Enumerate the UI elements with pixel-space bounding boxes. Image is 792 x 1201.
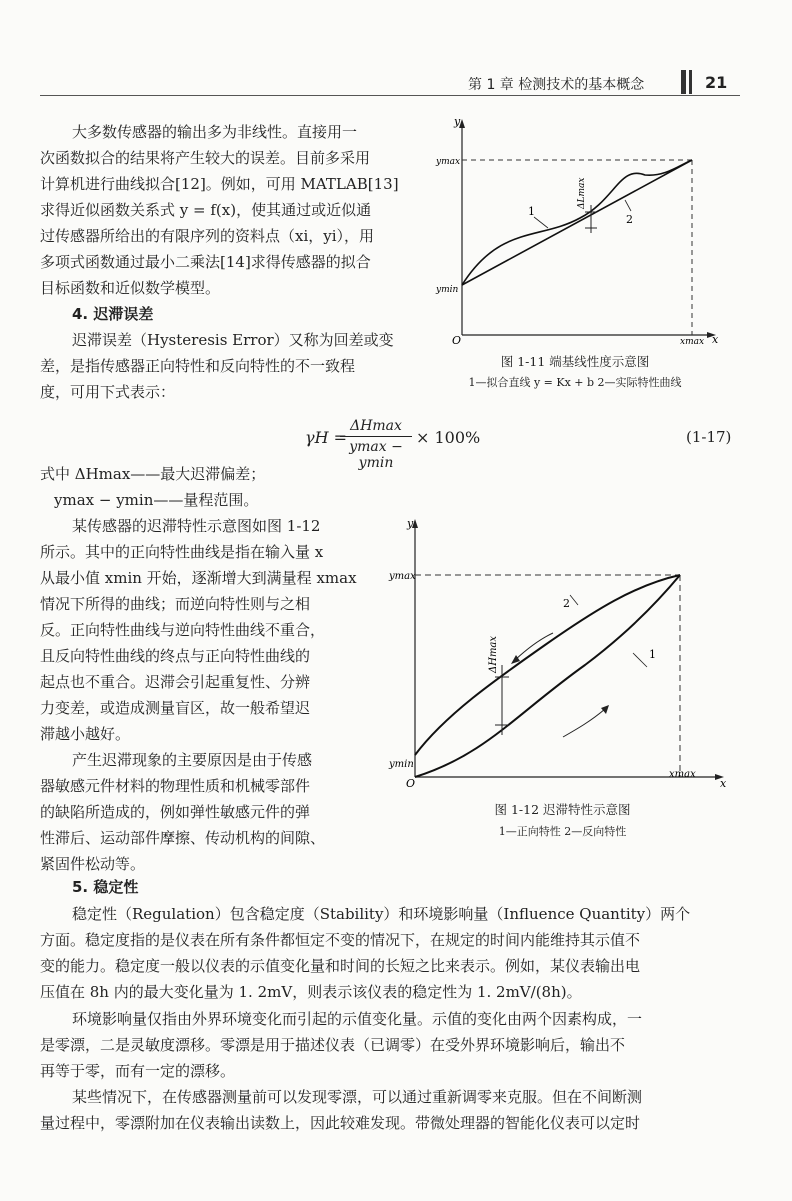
paragraph-environment (40, 1006, 642, 1084)
chapter-header: 第 1 章 检测技术的基本概念 (468, 77, 645, 93)
paragraph-zero-drift (40, 1084, 642, 1136)
text-line: 的缺陷所造成的，例如弹性敏感元件的弹 (40, 803, 311, 821)
paragraph-hysteresis-def (40, 327, 394, 405)
text-line: 力变差，或造成测量盲区，故一般希望迟 (40, 699, 311, 717)
text-line: 且反向特性曲线的终点与正向特性曲线的 (40, 647, 311, 665)
text-line: 反。正向特性曲线与逆向特性曲线不重合， (40, 621, 326, 639)
text-line: 大多数传感器的输出多为非线性。直接用一 (72, 123, 358, 141)
xmax-label: xmax (680, 337, 705, 345)
figure-1-12-legend: 1—正向特性 2—反向特性 (498, 825, 627, 838)
section-heading-stability: 5. 稳定性 (72, 878, 139, 896)
text-line: 情况下所得的曲线；而逆向特性则与之相 (40, 595, 311, 613)
figure-1-12 (385, 515, 730, 790)
ymax-label: ymax (436, 157, 461, 167)
text-line: 某些情况下，在传感器测量前可以发现零漂，可以通过重新调零来克服。但在不间断测 (72, 1088, 643, 1106)
x-axis-label: x (720, 777, 727, 790)
text-line: 迟滞误差（Hysteresis Error）又称为回差或变 (72, 331, 394, 349)
ymax-label: ymax (389, 571, 416, 582)
xmax-label: xmax (669, 769, 696, 780)
text-line: 器敏感元件材料的物理性质和机械零部件 (40, 777, 311, 795)
text-line: 差，是指传感器正向特性和反向特性的不一致程 (40, 357, 356, 375)
page-number: 21 (705, 73, 728, 92)
text-line: 量过程中，零漂附加在仪表输出读数上，因此较难发现。带微处理器的智能化仪表可以定时 (40, 1114, 641, 1132)
text-line: 滞越小越好。 (40, 725, 131, 743)
formula-denominator: ymax − ymin (349, 439, 403, 471)
figure-1-12-caption: 图 1-12 迟滞特性示意图 (494, 802, 631, 817)
text-line: 式中 ΔHmax——最大迟滞偏差； (40, 465, 266, 483)
text-line: 稳定性（Regulation）包含稳定度（Stability）和环境影响量（Influence Quantity）两个 (72, 905, 691, 923)
paragraph-curve-fitting (40, 119, 399, 301)
text-line: 计算机进行曲线拟合[12]。例如，可用 MATLAB[13] (40, 175, 399, 193)
formula-numerator: ΔHmax (340, 418, 412, 437)
curve-label-2: 2 (626, 213, 633, 226)
text-line: 所示。其中的正向特性曲线是指在输入量 x (40, 543, 324, 561)
curve-label-2: 2 (563, 597, 570, 610)
text-line: 是零漂，二是灵敏度漂移。零漂是用于描述仪表（已调零）在受外界环境影响后，输出不 (40, 1036, 626, 1054)
section-heading-hysteresis: 4. 迟滞误差 (72, 305, 154, 323)
text-line: ymax − ymin——量程范围。 (54, 491, 259, 509)
reverse-curve (415, 575, 680, 755)
equation-number: (1-17) (686, 428, 732, 446)
formula-tail: × 100% (416, 428, 481, 447)
header-bar (681, 70, 686, 94)
text-line: 过传感器所给出的有限序列的资料点（xi，yi），用 (40, 227, 375, 245)
text-line: 起点也不重合。迟滞会引起重复性、分辨 (40, 673, 311, 691)
forward-curve (415, 575, 680, 777)
text-line: 性滞后、运动部件摩擦、传动机构的间隙、 (40, 829, 326, 847)
formula-fraction (340, 418, 412, 471)
leader-2 (570, 595, 578, 605)
text-line: 目标函数和近似数学模型。 (40, 279, 221, 297)
origin-label: O (452, 334, 462, 345)
origin-label: O (406, 777, 416, 790)
curve-label-1: 1 (649, 648, 656, 661)
figure-1-11-legend: 1—拟合直线 y = Kx + b 2—实际特性曲线 (468, 376, 682, 389)
ymin-label: ymin (389, 759, 414, 770)
text-line: 度，可用下式表示： (40, 383, 176, 401)
text-line: 求得近似函数关系式 y = f(x)，使其通过或近似通 (40, 201, 372, 219)
leader-2 (625, 200, 631, 211)
delta-label: ΔHmax (488, 635, 499, 673)
arrowhead (601, 705, 609, 714)
forward-direction-arrow (563, 709, 605, 737)
curve-label-1: 1 (528, 205, 535, 218)
paragraph-hysteresis-cause (40, 747, 325, 877)
paragraph-hysteresis-figure (40, 513, 357, 747)
y-axis-label: y (454, 115, 461, 128)
text-line: 环境影响量仅指由外界环境变化而引起的示值变化量。示值的变化由两个因素构成，一 (72, 1010, 643, 1028)
reverse-direction-arrow (515, 633, 553, 660)
text-line: 产生迟滞现象的主要原因是由于传感 (72, 751, 313, 769)
figure-1-11 (430, 115, 720, 345)
x-axis-label: x (712, 333, 719, 345)
text-line: 紧固件松动等。 (40, 855, 146, 873)
text-line: 压值在 8h 内的最大变化量为 1. 2mV，则表示该仪表的稳定性为 1. 2mV/(8h)。 (40, 983, 582, 1001)
header-bar (689, 70, 692, 94)
paragraph-stability (40, 901, 690, 1005)
text-line: 方面。稳定度指的是仪表在所有条件都恒定不变的情况下，在规定的时间内能维持其示值不 (40, 931, 641, 949)
delta-label: ΔLmax (577, 177, 587, 209)
ymin-label: ymin (436, 285, 459, 295)
formula-where (40, 461, 265, 513)
leader-1 (534, 217, 548, 228)
text-line: 变的能力。稳定度一般以仪表的示值变化量和时间的长短之比来表示。例如，某仪表输出电 (40, 957, 641, 975)
text-line: 次函数拟合的结果将产生较大的误差。目前多采用 (40, 149, 371, 167)
formula-lhs: γH = (305, 428, 348, 447)
text-line: 某传感器的迟滞特性示意图如图 1-12 (72, 517, 321, 535)
text-line: 多项式函数通过最小二乘法[14]求得传感器的拟合 (40, 253, 371, 271)
text-line: 从最小值 xmin 开始，逐渐增大到满量程 xmax (40, 569, 357, 587)
leader-1 (633, 653, 647, 667)
y-axis-label: y (407, 517, 414, 530)
figure-1-11-caption: 图 1-11 端基线性度示意图 (500, 354, 650, 369)
header-rule (40, 95, 740, 96)
text-line: 再等于零，而有一定的漂移。 (40, 1062, 236, 1080)
